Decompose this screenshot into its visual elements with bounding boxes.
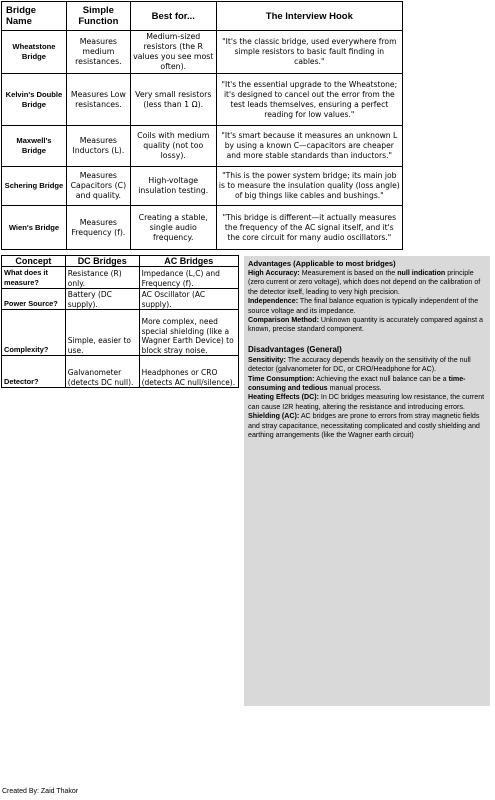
bridge-hook: "It's smart because it measures an unknown L by using a known C—capacitors are cheaper and more stable standards than inductors." bbox=[216, 126, 402, 167]
disadvantage-text: manual process. bbox=[327, 384, 382, 393]
disadvantage-item bbox=[248, 375, 486, 394]
dc-cell: Simple, easier to use. bbox=[65, 310, 139, 356]
bridge-hook: "It's the classic bridge, used everywhere from simple resistors to basic fault finding in cables." bbox=[216, 31, 402, 74]
bridge-name: Schering Bridge bbox=[2, 167, 67, 206]
concept-cell: Detector? bbox=[2, 356, 66, 388]
table-row bbox=[2, 267, 239, 289]
dc-cell: Battery (DC supply). bbox=[65, 289, 139, 310]
dc-vs-ac-table bbox=[1, 255, 239, 388]
disadvantage-text: In DC bridges measuring low resistance, the current can cause I2R heating, altering the resistance and introducing errors. bbox=[248, 393, 485, 411]
dc-cell: Resistance (R) only. bbox=[65, 267, 139, 289]
table-row bbox=[2, 74, 403, 126]
table-row bbox=[2, 31, 403, 74]
bridge-best-for: Medium-sized resistors (the R values you see most often). bbox=[130, 31, 216, 74]
bridge-function: Measures medium resistances. bbox=[66, 31, 130, 74]
advantage-item bbox=[248, 297, 486, 316]
table-row bbox=[2, 206, 403, 250]
ac-cell: Impedance (L,C) and Frequency (f). bbox=[139, 267, 238, 289]
disadvantage-text: AC bridges are prone to errors from stray magnetic fields and stray capacitance, necessitating complicated and costly shielding and earthing arrangements (like the Wagner earth circuit) bbox=[248, 412, 480, 440]
advantage-text: principle (zero current or zero voltage), which does not depend on the calibration of the detector itself, leading to very high precision. bbox=[248, 269, 481, 296]
bridge-best-for: Very small resistors (less than 1 Ω). bbox=[130, 74, 216, 126]
table-row bbox=[2, 126, 403, 167]
bridge-name: Wheatstone Bridge bbox=[2, 31, 67, 74]
ac-cell: AC Oscillator (AC supply). bbox=[139, 289, 238, 310]
disadvantage-term: Shielding (AC): bbox=[248, 412, 300, 421]
header-simple-function: Simple Function bbox=[66, 2, 130, 31]
disadvantage-item bbox=[248, 356, 486, 375]
concept-cell: Complexity? bbox=[2, 310, 66, 356]
bridge-best-for: Creating a stable, single audio frequency. bbox=[130, 206, 216, 250]
concept-cell: Power Source? bbox=[2, 289, 66, 310]
advantage-text: Measurement is based on the bbox=[299, 269, 398, 277]
bridge-function: Measures Frequency (f). bbox=[66, 206, 130, 250]
ac-cell: Headphones or CRO (detects AC null/silence). bbox=[139, 356, 238, 388]
bridge-function: Measures Inductors (L). bbox=[66, 126, 130, 167]
bridge-name: Wien's Bridge bbox=[2, 206, 67, 250]
bridge-best-for: Coils with medium quality (not too lossy). bbox=[130, 126, 216, 167]
disadvantage-term: Sensitivity: bbox=[248, 355, 286, 364]
bridge-best-for: High-voltage insulation testing. bbox=[130, 167, 216, 206]
table-header-row bbox=[2, 2, 403, 31]
bridges-comparison-table bbox=[1, 1, 403, 250]
disadvantages-title: Disadvantages (General) bbox=[248, 344, 342, 354]
disadvantage-emphasis: time-consuming and tedious bbox=[248, 374, 466, 393]
table-header-row bbox=[2, 256, 239, 267]
table-row bbox=[2, 167, 403, 206]
advantage-text: Unknown quantity is accurately compared against a known, precise standard component. bbox=[248, 316, 483, 334]
advantage-term: Independence: bbox=[248, 297, 299, 306]
disadvantage-text: Achieving the exact null balance can be a bbox=[314, 374, 449, 383]
table-row bbox=[2, 310, 239, 356]
ac-cell: More complex, need special shielding (like a Wagner Earth Device) to block stray noise. bbox=[139, 310, 238, 356]
table-row bbox=[2, 289, 239, 310]
bridge-function: Measures Capacitors (C) and quality. bbox=[66, 167, 130, 206]
bridge-function: Measures Low resistances. bbox=[66, 74, 130, 126]
dc-cell: Galvanometer (detects DC null). bbox=[65, 356, 139, 388]
advantages-disadvantages-panel bbox=[244, 256, 490, 706]
disadvantage-item bbox=[248, 393, 486, 412]
header-concept: Concept bbox=[2, 256, 66, 267]
advantage-text: The final balance equation is typically independent of the source voltage and its impedance. bbox=[248, 297, 479, 315]
disadvantage-text: The accuracy depends heavily on the sensitivity of the null detector (galvanometer for DC, or CRO/Headphone for AC). bbox=[248, 355, 471, 374]
advantage-item bbox=[248, 269, 486, 297]
header-interview-hook: The Interview Hook bbox=[216, 2, 402, 31]
author-credit: Created By: Zaid Thakor bbox=[2, 788, 79, 795]
header-ac-bridges: AC Bridges bbox=[139, 256, 238, 267]
bridge-name: Kelvin's Double Bridge bbox=[2, 74, 67, 126]
header-bridge-name: Bridge Name bbox=[2, 2, 67, 31]
disadvantage-item bbox=[248, 412, 486, 440]
advantage-term: Comparison Method: bbox=[248, 316, 319, 325]
bridge-hook: "It's the essential upgrade to the Wheatstone; it's designed to cancel out the error from the test leads themselves, ensuring a perfect reading for low values." bbox=[216, 74, 402, 126]
bridge-name: Maxwell's Bridge bbox=[2, 126, 67, 167]
table-row bbox=[2, 356, 239, 388]
advantage-term: High Accuracy: bbox=[248, 269, 300, 277]
disadvantage-term: Time Consumption: bbox=[248, 374, 315, 383]
header-dc-bridges: DC Bridges bbox=[65, 256, 139, 267]
bridge-hook: "This bridge is different—it actually measures the frequency of the AC signal itself, and it's the core circuit for many audio oscillators." bbox=[216, 206, 402, 250]
header-best-for: Best for... bbox=[130, 2, 216, 31]
disadvantage-term: Heating Effects (DC): bbox=[248, 393, 319, 402]
bridge-hook: "This is the power system bridge; its main job is to measure the insulation quality (loss angle) of big things like cables and bushings." bbox=[216, 167, 402, 206]
advantage-emphasis: null indication bbox=[397, 269, 446, 277]
advantage-item bbox=[248, 316, 486, 335]
concept-cell: What does it measure? bbox=[2, 267, 66, 289]
advantages-title: Advantages (Applicable to most bridges) bbox=[248, 259, 396, 268]
